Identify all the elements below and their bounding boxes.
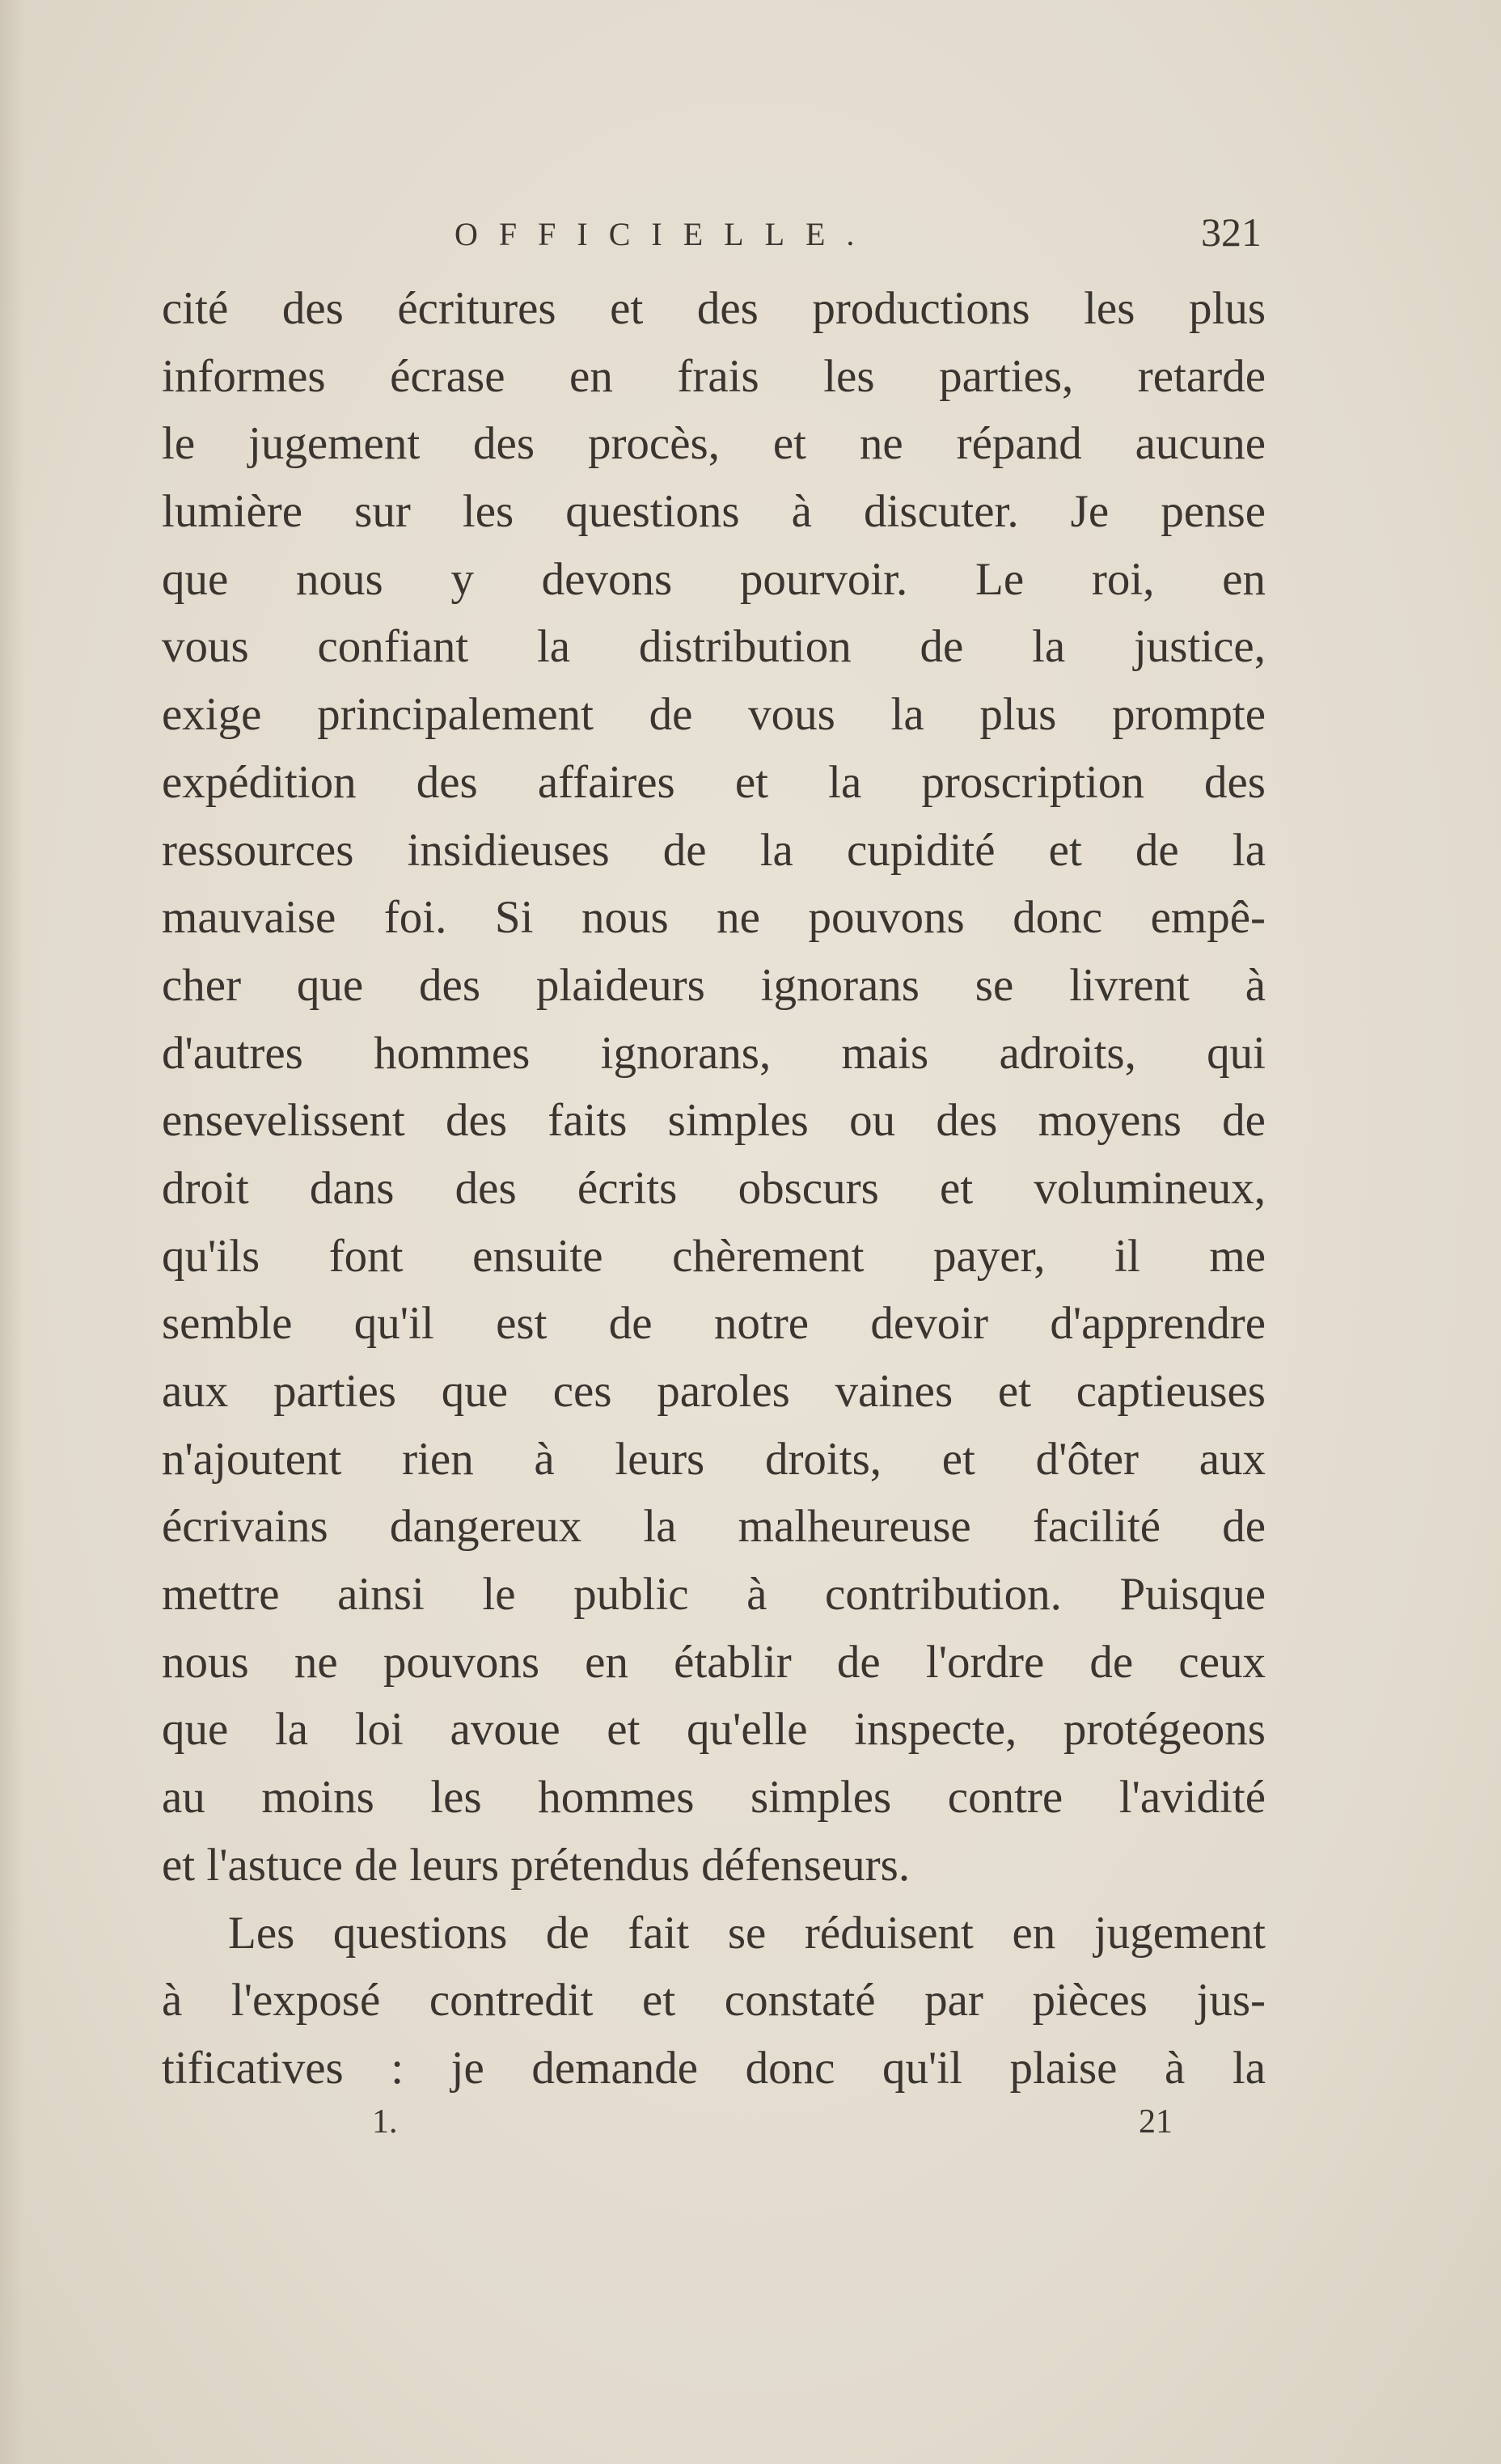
text-line: d'autres hommes ignorans, mais adroits, qui [162,1027,1266,1079]
text-line: informes écrase en frais les parties, retarde [162,350,1266,402]
running-head [162,209,1262,265]
text-line: à l'exposé contredit et constaté par pièces jus- [162,1975,1266,2027]
text-line: droit dans des écrits obscurs et volumineux, [162,1162,1266,1214]
page-footer [162,2103,1173,2151]
text-line: expédition des affaires et la proscription des [162,756,1266,808]
text-line: ressources insidieuses de la cupidité et de la [162,824,1266,876]
text-line: mauvaise foi. Si nous ne pouvons donc empê- [162,892,1266,944]
text-line: que la loi avoue et qu'elle inspecte, protégeons [162,1704,1266,1756]
page-gutter-shadow [0,0,24,2464]
text-line: lumière sur les questions à discuter. Je pense [162,486,1266,538]
paragraph-end-line: et l'astuce de leurs prétendus défenseurs. [162,1839,911,1891]
text-line: cité des écritures et des productions les plus [162,283,1266,334]
text-line: semble qu'il est de notre devoir d'apprendre [162,1298,1266,1350]
paragraph-start-line: Les questions de fait se réduisent en jugement [228,1907,1266,1959]
text-line: au moins les hommes simples contre l'avidité [162,1772,1266,1824]
text-line: aux parties que ces paroles vaines et captieuses [162,1366,1266,1417]
text-line: n'ajoutent rien à leurs droits, et d'ôter aux [162,1433,1266,1485]
text-line: qu'ils font ensuite chèrement payer, il me [162,1230,1266,1282]
running-title: OFFICIELLE. [455,216,876,252]
page-number: 321 [1201,209,1262,255]
text-line: que nous y devons pourvoir. Le roi, en [162,553,1266,605]
signature-mark: 1. [372,2103,398,2141]
text-line: tificatives : je demande donc qu'il plaise à la [162,2042,1266,2094]
sheet-number: 21 [1139,2103,1173,2141]
text-line: cher que des plaideurs ignorans se livrent à [162,959,1266,1011]
text-line: mettre ainsi le public à contribution. Puisque [162,1569,1266,1621]
text-line: vous confiant la distribution de la justice, [162,621,1266,673]
body-text [162,275,1266,2103]
text-line: nous ne pouvons en établir de l'ordre de ceux [162,1636,1266,1688]
text-line: le jugement des procès, et ne répand aucune [162,418,1266,470]
text-line: exige principalement de vous la plus prompte [162,689,1266,741]
text-line: écrivains dangereux la malheureuse facilité de [162,1501,1266,1553]
text-line: ensevelissent des faits simples ou des moyens de [162,1095,1266,1147]
